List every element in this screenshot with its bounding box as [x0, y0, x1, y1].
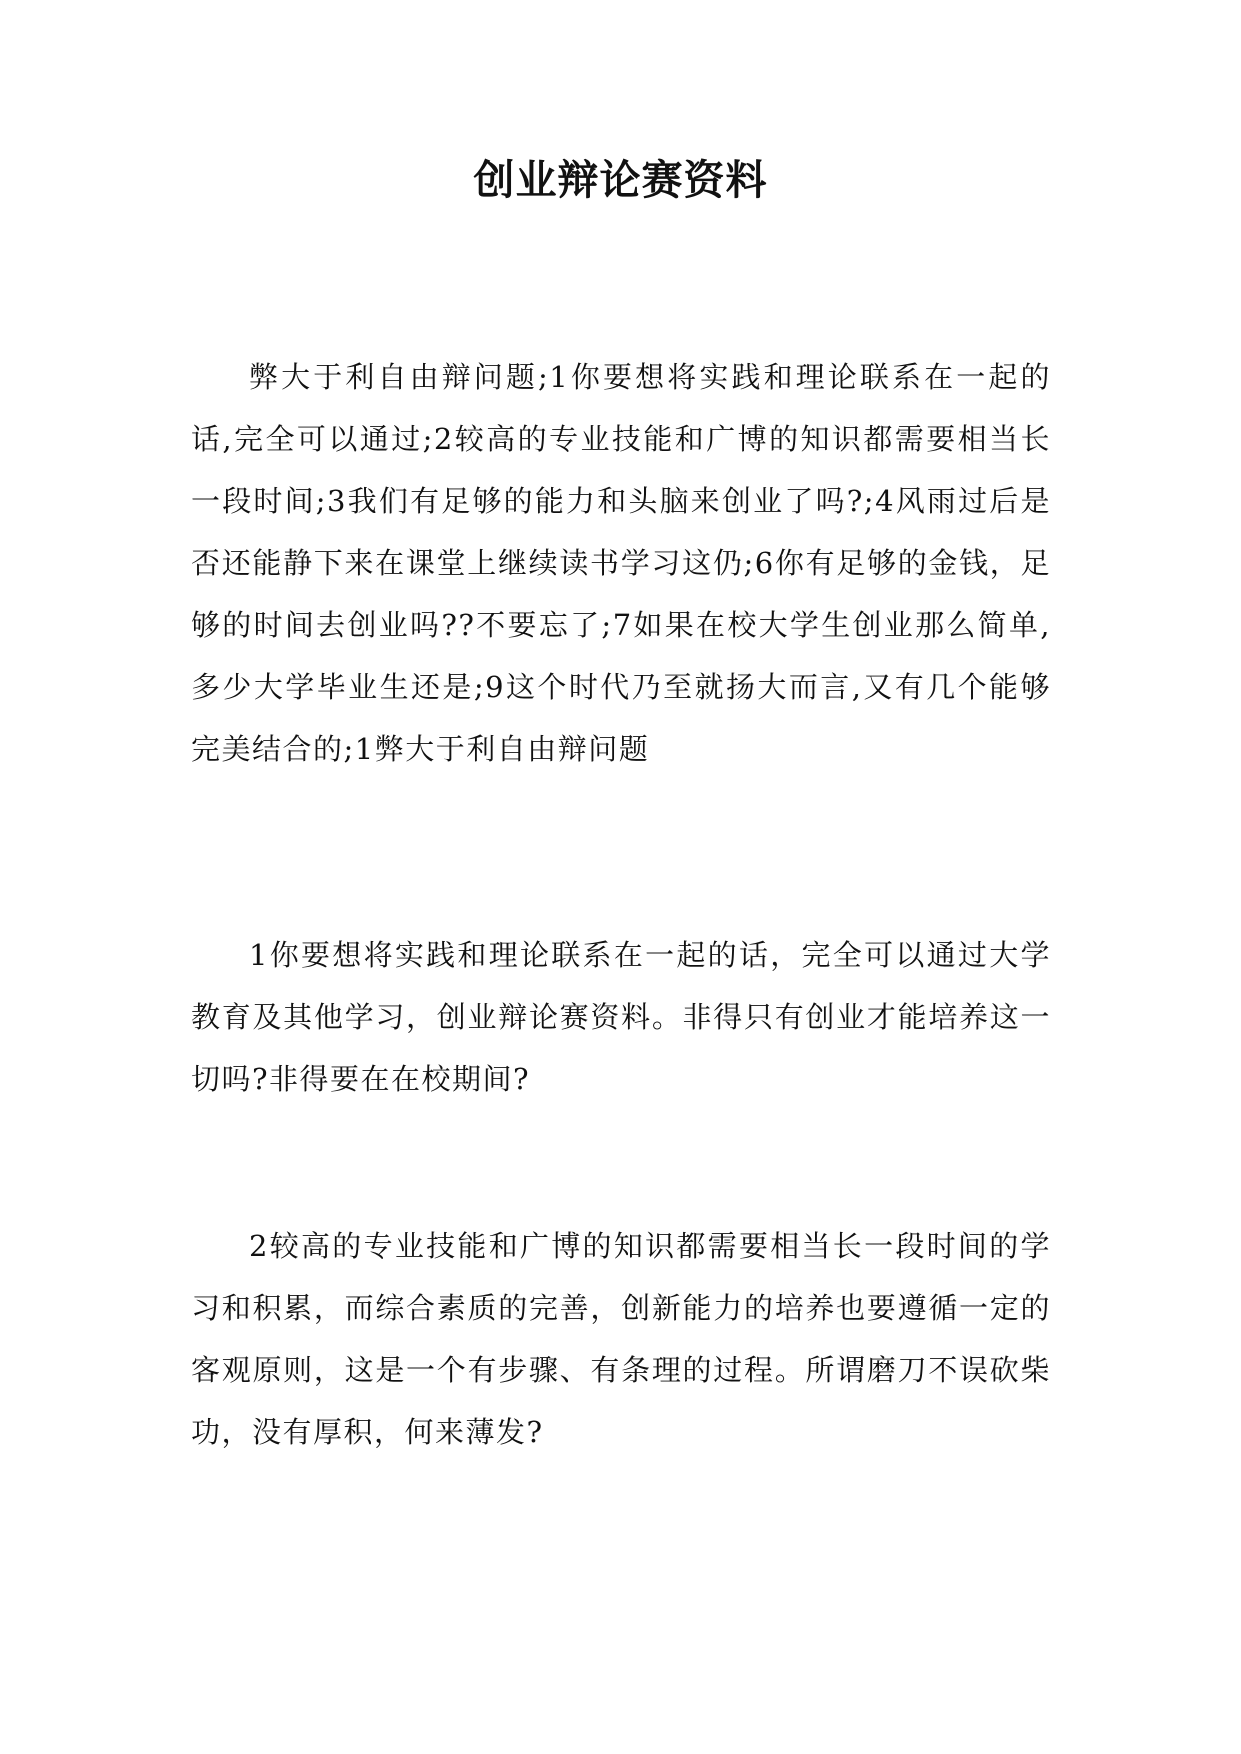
paragraph-2: 1你要想将实践和理论联系在一起的话，完全可以通过大学教育及其他学习，创业辩论赛资料。非得只有创业才能培养这一切吗?非得要在在校期间?	[191, 938, 1051, 1096]
document-title: 创业辩论赛资料	[473, 156, 768, 204]
paragraph-1: 弊大于利自由辩问题;1你要想将实践和理论联系在一起的话,完全可以通过;2较高的专业技能和广博的知识都需要相当长一段时间;3我们有足够的能力和头脑来创业了吗?;4风雨过后是否还能静下来在课堂上继续读书学习这仍;6你有足够的金钱，足够的时间去创业吗??不要忘了;7如果在校大学生创业那么简单,多少大学毕业生还是;9这个时代乃至就扬大而言,又有几个能够完美结合的;1弊大于利自由辩问题	[191, 360, 1051, 766]
paragraph-3: 2较高的专业技能和广博的知识都需要相当长一段时间的学习和积累，而综合素质的完善，创新能力的培养也要遵循一定的客观原则，这是一个有步骤、有条理的过程。所谓磨刀不误砍柴功，没有厚积，何来薄发?	[191, 1229, 1051, 1449]
